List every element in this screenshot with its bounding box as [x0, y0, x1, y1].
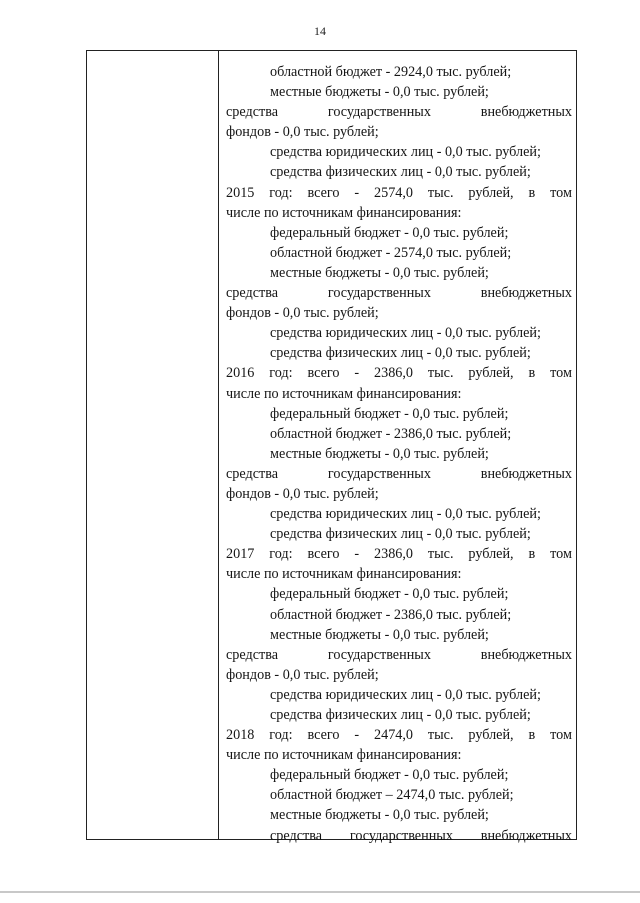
- word: том: [550, 727, 572, 744]
- text-line: местные бюджеты - 0,0 тыс. рублей;: [270, 445, 489, 462]
- word: 2016: [226, 365, 255, 382]
- page-bottom-rule: [0, 891, 640, 893]
- text-line: фондов - 0,0 тыс. рублей;: [226, 485, 379, 502]
- word: всего: [307, 184, 340, 201]
- text-line: числе по источникам финансирования:: [226, 385, 462, 402]
- text-line: [226, 464, 572, 484]
- word: государственных: [327, 285, 431, 302]
- text-line: [226, 363, 572, 383]
- funding-text-cell: [226, 62, 572, 846]
- word: 2386,0: [374, 365, 414, 382]
- text-line: средства юридических лиц - 0,0 тыс. рублей;: [270, 686, 541, 703]
- text-line: средства юридических лиц - 0,0 тыс. рублей;: [270, 325, 541, 342]
- word: 2018: [226, 727, 255, 744]
- word: рублей,: [468, 365, 514, 382]
- column-divider: [218, 50, 219, 840]
- text-line: федеральный бюджет - 0,0 тыс. рублей;: [270, 767, 509, 784]
- word: всего: [307, 727, 340, 744]
- word: 2386,0: [374, 546, 414, 563]
- word: средства: [226, 465, 279, 482]
- text-line: областной бюджет - 2574,0 тыс. рублей;: [270, 244, 512, 261]
- text-line: областной бюджет - 2386,0 тыс. рублей;: [270, 425, 512, 442]
- word: государственных: [327, 104, 431, 121]
- word: -: [354, 727, 360, 744]
- word: всего: [307, 546, 340, 563]
- word: средства: [270, 827, 323, 844]
- text-line: [226, 102, 572, 122]
- page-number: 14: [314, 24, 326, 38]
- text-line: федеральный бюджет - 0,0 тыс. рублей;: [270, 224, 509, 241]
- text-line: средства физических лиц - 0,0 тыс. рублей;: [270, 707, 531, 723]
- word: том: [550, 546, 572, 563]
- text-line: числе по источникам финансирования:: [226, 566, 462, 583]
- text-line: средства юридических лиц - 0,0 тыс. рублей;: [270, 144, 541, 161]
- text-line: [226, 544, 572, 564]
- word: -: [354, 546, 360, 563]
- word: -: [354, 184, 360, 201]
- word: в: [528, 727, 536, 744]
- text-line: числе по источникам финансирования:: [226, 204, 462, 221]
- text-line: фондов - 0,0 тыс. рублей;: [226, 124, 379, 141]
- word: том: [550, 184, 572, 201]
- word: средства: [226, 104, 279, 121]
- word: средства: [226, 646, 279, 663]
- word: том: [550, 365, 572, 382]
- word: тыс.: [427, 184, 454, 201]
- word: в: [528, 365, 536, 382]
- text-line: средства физических лиц - 0,0 тыс. рублей;: [270, 164, 531, 181]
- word: 2015: [226, 184, 255, 201]
- word: внебюджетных: [480, 646, 572, 663]
- word: год:: [269, 184, 293, 201]
- word: рублей,: [468, 727, 514, 744]
- text-line: [226, 645, 572, 665]
- text-line: местные бюджеты - 0,0 тыс. рублей;: [270, 84, 489, 101]
- word: в: [528, 184, 536, 201]
- word: внебюджетных: [480, 285, 572, 302]
- text-line: областной бюджет - 2386,0 тыс. рублей;: [270, 606, 512, 623]
- word: тыс.: [427, 727, 454, 744]
- word: государственных: [327, 646, 431, 663]
- text-line: [226, 183, 572, 203]
- text-line: местные бюджеты - 0,0 тыс. рублей;: [270, 264, 489, 281]
- word: год:: [269, 365, 293, 382]
- text-line: средства физических лиц - 0,0 тыс. рублей;: [270, 526, 531, 543]
- word: внебюджетных: [480, 104, 572, 121]
- word: всего: [307, 365, 340, 382]
- text-line: средства физических лиц - 0,0 тыс. рублей;: [270, 345, 531, 362]
- word: средства: [226, 285, 279, 302]
- word: 2474,0: [374, 727, 414, 744]
- word: 2017: [226, 546, 255, 563]
- text-line: федеральный бюджет - 0,0 тыс. рублей;: [270, 405, 509, 422]
- word: 2574,0: [374, 184, 414, 201]
- word: год:: [269, 546, 293, 563]
- text-line: числе по источникам финансирования:: [226, 747, 462, 764]
- text-line: [226, 725, 572, 745]
- word: в: [528, 546, 536, 563]
- word: -: [354, 365, 360, 382]
- word: рублей,: [468, 546, 514, 563]
- word: внебюджетных: [480, 465, 572, 482]
- text-line: областной бюджет – 2474,0 тыс. рублей;: [270, 787, 514, 804]
- word: внебюджетных: [480, 827, 572, 844]
- word: государственных: [349, 827, 453, 844]
- word: год:: [269, 727, 293, 744]
- word: рублей,: [468, 184, 514, 201]
- text-line: фондов - 0,0 тыс. рублей;: [226, 666, 379, 683]
- text-line: областной бюджет - 2924,0 тыс. рублей;: [270, 64, 512, 80]
- text-line: федеральный бюджет - 0,0 тыс. рублей;: [270, 586, 509, 603]
- text-line: местные бюджеты - 0,0 тыс. рублей;: [270, 626, 489, 643]
- text-line: [226, 283, 572, 303]
- word: тыс.: [427, 546, 454, 563]
- text-line: [226, 826, 572, 846]
- word: государственных: [327, 465, 431, 482]
- text-line: фондов - 0,0 тыс. рублей;: [226, 305, 379, 322]
- word: тыс.: [427, 365, 454, 382]
- text-line: средства юридических лиц - 0,0 тыс. рублей;: [270, 506, 541, 523]
- text-line: местные бюджеты - 0,0 тыс. рублей;: [270, 807, 489, 824]
